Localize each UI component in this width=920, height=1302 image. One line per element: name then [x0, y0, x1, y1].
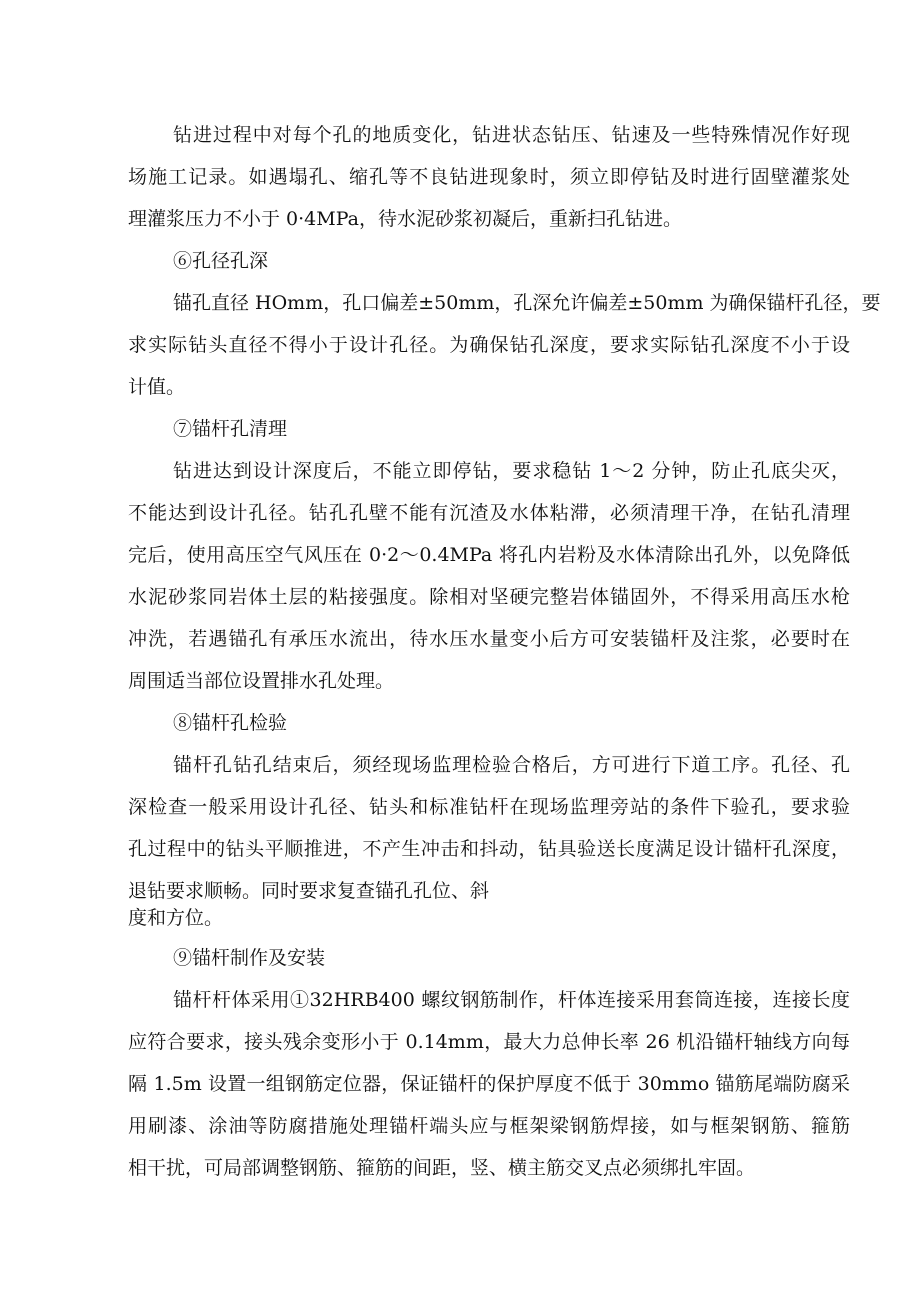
- paragraph-5-line-5: 相干扰，可局部调整钢筋、箍筋的间距，竖、横主筋交叉点必须绑扎牢固。: [128, 1157, 756, 1179]
- paragraph-4-line-4: 退钻要求顺畅。同时要求复查锚孔孔位、斜: [128, 880, 490, 902]
- paragraph-1-line-2: 场施工记录。如遇塌孔、缩孔等不良钻进现象时，须立即停钻及时进行固壁灌浆处: [128, 166, 850, 188]
- paragraph-2-line-2: 求实际钻头直径不得小于设计孔径。为确保钻孔深度，要求实际钻孔深度不小于设: [128, 334, 850, 356]
- paragraph-2-line-1: 锚孔直径 HOmm，孔口偏差±50mm，孔深允许偏差±50mm 为确保锚杆孔径，要: [173, 292, 881, 314]
- paragraph-4-line-3: 孔过程中的钻头平顺推进，不产生冲击和抖动，钻具验送长度满足设计锚杆孔深度，: [128, 838, 850, 860]
- paragraph-2-line-3: 计值。: [128, 376, 186, 398]
- paragraph-5-line-4: 用刷漆、涂油等防腐措施处理锚杆端头应与框架梁钢筋焊接，如与框架钢筋、箍筋: [128, 1115, 850, 1137]
- paragraph-3-line-5: 冲洗，若遇锚孔有承压水流出，待水压水量变小后方可安装锚杆及注浆，必要时在: [128, 628, 850, 650]
- paragraph-3-line-4: 水泥砂浆同岩体土层的粘接强度。除相对坚硬完整岩体锚固外，不得采用高压水枪: [128, 586, 850, 608]
- paragraph-1-line-1: 钻进过程中对每个孔的地质变化，钻进状态钻压、钻速及一些特殊情况作好现: [173, 124, 850, 146]
- paragraph-4-line-5: 度和方位。: [128, 907, 224, 929]
- paragraph-5-line-2: 应符合要求，接头残余变形小于 0.14mm，最大力总伸长率 26 机沿锚杆轴线方向每: [128, 1031, 850, 1053]
- paragraph-3-line-6: 周围适当部位设置排水孔处理。: [128, 670, 395, 692]
- section-heading-6: ⑥孔径孔深: [173, 250, 269, 272]
- paragraph-1-line-3: 理灌浆压力不小于 0·4MPa，待水泥砂浆初凝后，重新扫孔钻进。: [128, 208, 682, 230]
- paragraph-3-line-1: 钻进达到设计深度后，不能立即停钻，要求稳钻 1～2 分钟，防止孔底尖灭，: [173, 460, 850, 482]
- section-heading-7: ⑦锚杆孔清理: [173, 418, 288, 440]
- paragraph-3-line-3: 完后，使用高压空气风压在 0·2～0.4MPa 将孔内岩粉及水体清除出孔外，以免降低: [128, 544, 850, 566]
- paragraph-5-line-3: 隔 1.5m 设置一组钢筋定位器，保证锚杆的保护厚度不低于 30mmo 锚筋尾端防腐采: [128, 1073, 850, 1095]
- paragraph-3-line-2: 不能达到设计孔径。钻孔孔壁不能有沉渣及水体粘滞，必须清理干净，在钻孔清理: [128, 502, 850, 524]
- section-heading-9: ⑨锚杆制作及安装: [173, 947, 326, 969]
- paragraph-5-line-1: 锚杆杆体采用①32HRB400 螺纹钢筋制作，杆体连接采用套筒连接，连接长度: [173, 989, 850, 1011]
- paragraph-4-line-2: 深检查一般采用设计孔径、钻头和标准钻杆在现场监理旁站的条件下验孔，要求验: [128, 796, 850, 818]
- section-heading-8: ⑧锚杆孔检验: [173, 712, 288, 734]
- paragraph-4-line-1: 锚杆孔钻孔结束后，须经现场监理检验合格后，方可进行下道工序。孔径、孔: [173, 754, 850, 776]
